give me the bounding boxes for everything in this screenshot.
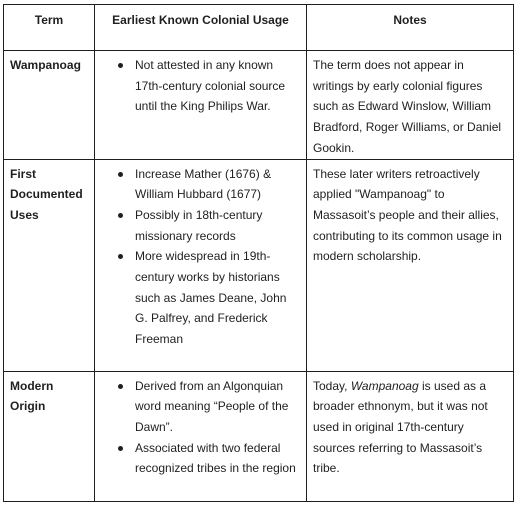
term-cell: Modern Origin xyxy=(4,371,95,501)
notes-text: These later writers retroactively applied "Wampanoag" to Massasoit’s people and their allies, contributing to its common usage in modern scholarship. xyxy=(313,166,502,264)
notes-text: The term does not appear in writings by early colonial figures such as Edward Winslow, William Bradford, Roger Williams, or Daniel Gookin. xyxy=(313,58,502,155)
table-row xyxy=(4,371,514,501)
term-cell: First Documented Uses xyxy=(4,159,95,371)
header-notes: Notes xyxy=(307,5,514,51)
wampanoag-term-table xyxy=(3,4,514,502)
table-row xyxy=(4,159,514,371)
usage-list xyxy=(101,164,300,350)
list-item: Associated with two federal recognized tribes in the region xyxy=(135,438,300,479)
notes-text-after: is used as a broader ethnonym, but it was not used in original 17th-century sources referring to Massasoit’s tribe. xyxy=(313,378,488,476)
usage-cell xyxy=(95,159,307,371)
list-item: Possibly in 18th-century missionary records xyxy=(135,205,300,246)
list-item: Increase Mather (1676) & William Hubbard (1677) xyxy=(135,164,300,205)
term-cell: Wampanoag xyxy=(4,51,95,160)
notes-cell xyxy=(307,51,514,160)
notes-cell xyxy=(307,371,514,501)
notes-text-before: Today, xyxy=(313,378,351,393)
notes-cell xyxy=(307,159,514,371)
header-earliest-usage: Earliest Known Colonial Usage xyxy=(95,5,307,51)
list-item: Derived from an Algonquian word meaning “People of the Dawn”. xyxy=(135,376,300,438)
usage-cell xyxy=(95,371,307,501)
usage-list xyxy=(101,376,300,480)
table-row xyxy=(4,51,514,160)
header-row xyxy=(4,5,514,51)
usage-list xyxy=(101,55,300,117)
header-term: Term xyxy=(4,5,95,51)
list-item: More widespread in 19th-century works by historians such as James Deane, John G. Palfrey, and Frederick Freeman xyxy=(135,246,300,350)
notes-emphasis: Wampanoag xyxy=(350,378,419,393)
list-item: Not attested in any known 17th-century colonial source until the King Philips War. xyxy=(135,55,300,117)
usage-cell xyxy=(95,51,307,160)
